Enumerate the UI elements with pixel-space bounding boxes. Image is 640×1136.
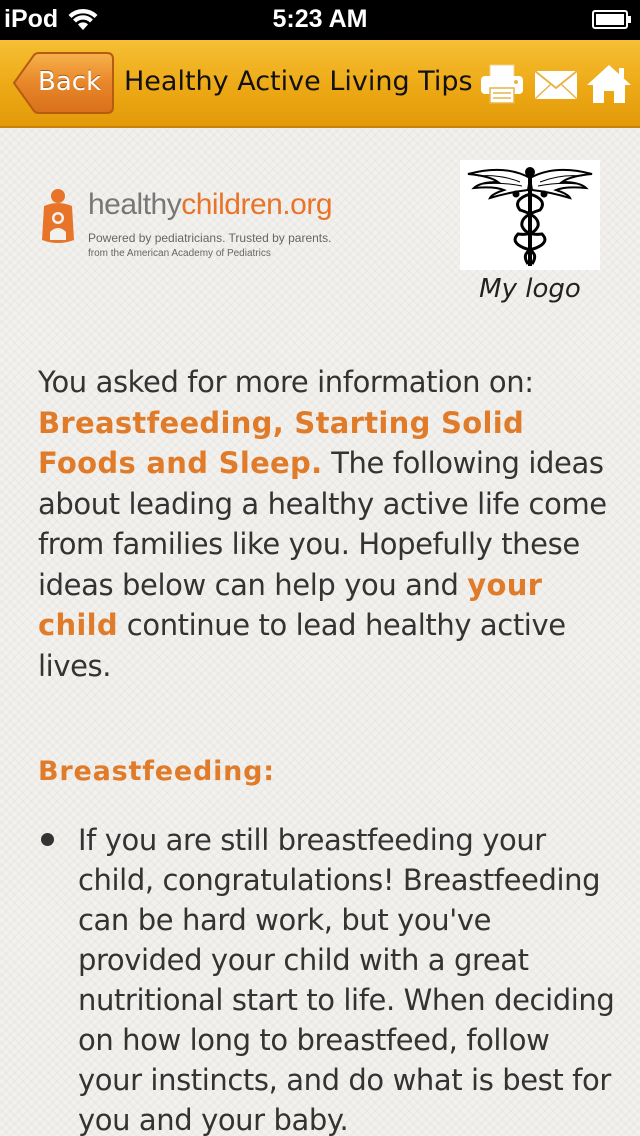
brand-tagline: Powered by pediatricians. Trusted by parents. — [88, 231, 332, 245]
my-logo-image — [460, 160, 600, 270]
back-button[interactable] — [12, 52, 114, 114]
brand-part2: children.org — [181, 188, 333, 221]
battery-icon — [592, 10, 632, 29]
my-logo-caption: My logo — [479, 274, 581, 304]
healthychildren-logo — [38, 188, 378, 268]
list-item-text: If you are still breastfeeding your child, congratulations! Breastfeeding can be hard work, but you've provided your child with a great nutritional start to life. When deciding on how long to breastfeed, follow your instincts, and do what is best for you and your baby. — [78, 823, 615, 1136]
home-icon[interactable] — [585, 62, 633, 106]
mail-icon[interactable] — [532, 62, 580, 106]
list-item — [38, 820, 618, 1136]
brand-name — [88, 188, 332, 222]
page-title: Healthy Active Living Tips — [124, 66, 473, 97]
print-icon[interactable] — [478, 62, 526, 106]
intro-middle: The following ideas about leading a healthy active life come from families like you. Hopefully these ideas below can help you and — [38, 446, 607, 602]
intro-paragraph — [38, 362, 618, 686]
nav-bar — [0, 40, 640, 128]
status-time: 5:23 AM — [272, 5, 368, 33]
intro-tail: continue to lead healthy active lives. — [38, 608, 566, 683]
brand-part1: healthy — [88, 188, 182, 221]
breastfeeding-list — [38, 820, 618, 1136]
caduceus-icon — [460, 160, 600, 270]
back-label: Back — [38, 67, 102, 97]
bullet-dot-icon — [41, 833, 54, 846]
family-figure-icon — [38, 188, 78, 246]
section-heading-breastfeeding: Breastfeeding: — [38, 756, 275, 787]
carrier-label: iPod — [4, 5, 59, 33]
intro-lead: You asked for more information on: — [38, 365, 534, 399]
intro-topics: Breastfeeding, Starting Solid Foods and Sleep. — [38, 405, 525, 480]
brand-subtagline: from the American Academy of Pediatrics — [88, 248, 271, 259]
status-bar — [0, 0, 640, 40]
intro-child: your child — [38, 567, 543, 642]
